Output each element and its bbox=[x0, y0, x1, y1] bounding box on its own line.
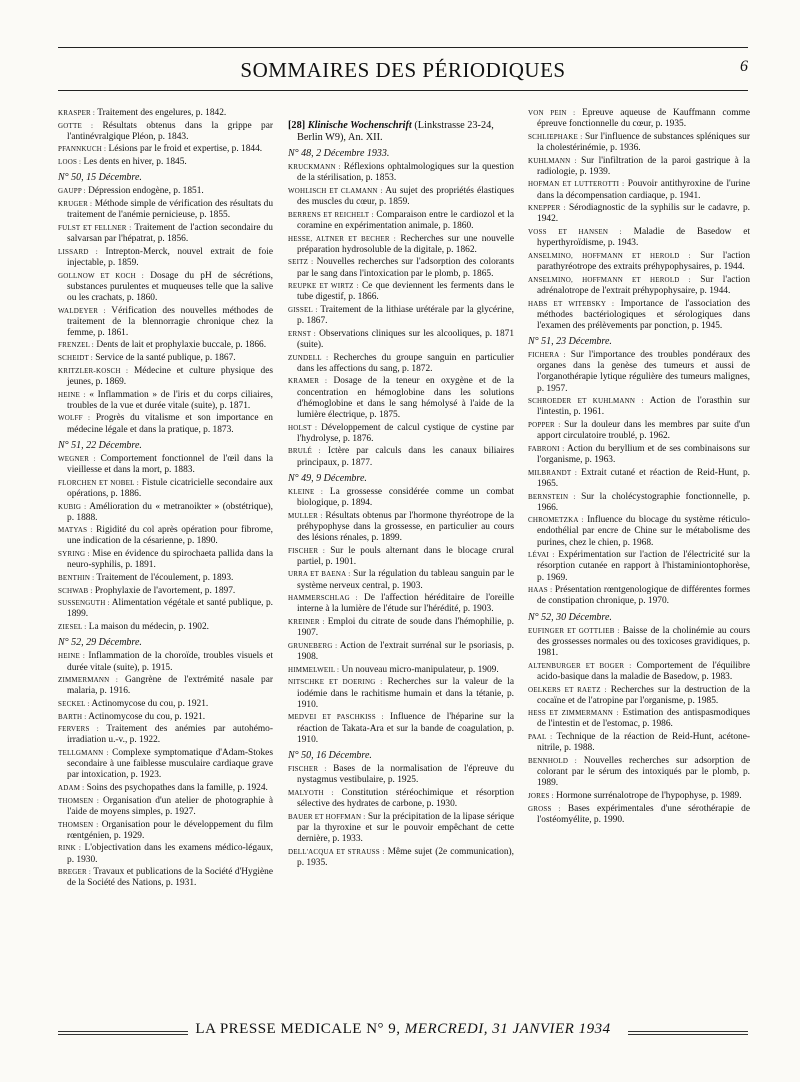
entry-authors: SCHWAB : bbox=[58, 586, 93, 595]
entry-title: Au sujet des propriétés élastiques des muscles du cœur, p. 1859. bbox=[297, 185, 514, 208]
article-entry bbox=[288, 234, 514, 256]
entry-title: La grossesse considérée comme un combat biologique, p. 1894. bbox=[297, 486, 515, 509]
entry-title: Dosage de la teneur en oxygène et de la concentration en hémoglobine dans les solutions d'hémoglobine et dans le sang hémolysé à l'aide de la lumière électrique, p. 1875. bbox=[297, 376, 514, 420]
entry-authors: KUHLMANN : bbox=[528, 156, 577, 165]
article-entry bbox=[58, 390, 273, 412]
entry-title: Comparaison entre le cardiozol et la coramine en expérimentation animale, p. 1860. bbox=[297, 209, 515, 231]
entry-title: Développement de calcul cystique de cystine par l'hydrolyse, p. 1876. bbox=[297, 422, 514, 444]
entry-authors: KRAMER : bbox=[288, 377, 328, 386]
article-entry bbox=[288, 423, 514, 445]
article-entry bbox=[528, 708, 750, 730]
article-entry bbox=[288, 281, 514, 303]
entry-title: Réflexions ophtalmologiques sur la question de la stérilisation, p. 1853. bbox=[297, 162, 514, 184]
entry-authors: RINK : bbox=[58, 844, 82, 853]
article-entry bbox=[288, 677, 514, 710]
entry-title: Service de la santé publique, p. 1867. bbox=[95, 353, 236, 364]
article-entry bbox=[528, 251, 750, 273]
entry-title: Sérodiagnostic de la syphilis sur le cadavre, p. 1942. bbox=[537, 203, 750, 225]
article-entry bbox=[288, 376, 514, 421]
entry-authors: URRA ET BAENA : bbox=[288, 570, 351, 579]
entry-title: Emploi du citrate de soude dans l'hémophilie, p. 1907. bbox=[297, 617, 515, 639]
entry-authors: NITSCHKE ET DOERING : bbox=[288, 678, 383, 687]
article-entry bbox=[58, 724, 273, 746]
article-entry bbox=[528, 132, 750, 154]
entry-title: Estimation des antispasmodiques de l'intestin et de l'estomac, p. 1986. bbox=[537, 708, 750, 730]
entry-title: Dents de lait et prophylaxie buccale, p. 1866. bbox=[96, 340, 267, 351]
entry-authors: HEINE : bbox=[58, 652, 86, 661]
entry-authors: HEINE : bbox=[58, 390, 86, 399]
entry-authors: WOLFF : bbox=[58, 414, 91, 423]
entry-authors: FERVERS : bbox=[58, 725, 99, 734]
entry-authors: WEGNER : bbox=[58, 454, 96, 463]
entry-authors: GOTTE : bbox=[58, 121, 94, 130]
article-entry bbox=[528, 626, 750, 659]
entry-authors: GROSS : bbox=[528, 804, 561, 813]
entry-title: Comportement de l'équilibre acido-basique dans la maladie de Basedow, p. 1983. bbox=[537, 660, 750, 682]
entry-authors: BRULÉ : bbox=[288, 447, 321, 456]
entry-authors: KRITZLER-KOSCH : bbox=[58, 366, 129, 375]
entry-title: Nouvelles recherches sur l'adsorption des colorants par le sang dans l'intoxication par le plomb, p. 1865. bbox=[297, 257, 514, 279]
article-entry bbox=[58, 121, 273, 143]
article-entry bbox=[288, 446, 514, 468]
column-left bbox=[58, 108, 273, 891]
entry-title: Alimentation végétale et santé publique, p. 1899. bbox=[67, 598, 273, 620]
entry-authors: ZIMMERMANN : bbox=[58, 676, 119, 685]
entry-title: Un nouveau micro-manipulateur, p. 1909. bbox=[341, 664, 499, 675]
article-entry bbox=[58, 366, 273, 388]
article-entry bbox=[58, 525, 273, 547]
entry-title: Dosage du pH de sécrétions, substances purulentes et muqueuses telle que la salive ou les crachats, p. 1860. bbox=[67, 270, 274, 303]
entry-authors: REUPKE ET WIRTZ : bbox=[288, 282, 359, 291]
entry-title: Fistule cicatricielle secondaire aux opérations, p. 1886. bbox=[67, 477, 273, 499]
article-entry bbox=[288, 186, 514, 208]
entry-title: Action de l'orasthin sur l'intestin, p. 1961. bbox=[537, 396, 751, 418]
entry-title: Action de l'extrait surrénal sur le psoriasis, p. 1908. bbox=[297, 640, 514, 663]
article-entry bbox=[58, 223, 273, 245]
entry-title: De l'affection héréditaire de l'oreille interne à la lumière de l'étude sur l'hérédité, p. 1903. bbox=[297, 593, 514, 615]
article-entry bbox=[288, 329, 514, 351]
article-entry bbox=[58, 699, 273, 710]
entry-title: Même sujet (2e communication), p. 1935. bbox=[297, 846, 514, 868]
article-entry bbox=[58, 622, 273, 633]
article-entry bbox=[58, 108, 273, 119]
article-entry bbox=[58, 796, 273, 818]
entry-title: Actinomycose du cou, p. 1921. bbox=[88, 711, 206, 722]
entry-title: Organisation pour le développement du film rœntgénien, p. 1929. bbox=[67, 819, 273, 841]
issue-heading: N° 51, 22 Décembre. bbox=[58, 439, 142, 451]
article-entry bbox=[288, 257, 514, 279]
entry-authors: KREINER : bbox=[288, 618, 325, 627]
entry-authors: SEITZ : bbox=[288, 258, 314, 267]
entry-title: Ictère par calculs dans les canaux biliaires principaux, p. 1877. bbox=[297, 446, 514, 468]
entry-title: Sur la douleur dans les membres par suite d'un apport circulatoire troublé, p. 1962. bbox=[537, 420, 750, 442]
entry-authors: BAUER ET HOFFMAN : bbox=[288, 812, 366, 821]
entry-authors: THOMSEN : bbox=[58, 820, 99, 829]
entry-title: Hormone surrénalotrope de l'hypophyse, p. 1989. bbox=[556, 790, 742, 801]
entry-title: Constitution stéréochimique et résorption sélective des hydrates de carbone, p. 1930. bbox=[297, 787, 515, 809]
entry-title: Expérimentation sur l'action de l'électricité sur la résorption cutanée en rapport à l'histaminiontophorèse, p. 1969. bbox=[537, 550, 751, 583]
entry-authors: MILBRANDT : bbox=[528, 468, 578, 477]
entry-title: Traitement des anémies par autohémo-irradiation u.-v., p. 1922. bbox=[67, 724, 273, 746]
article-entry bbox=[288, 353, 514, 375]
entry-authors: KLEINE : bbox=[288, 487, 324, 496]
entry-authors: HOFMAN ET LUTTEROTTI : bbox=[528, 180, 625, 189]
entry-authors: HOLST : bbox=[288, 423, 318, 432]
entry-authors: GOLLNOW ET KOCH : bbox=[58, 271, 144, 280]
entry-title: Influence de l'héparine sur la réaction de Takata-Ara et sur la bande de coagulation, p. 1910. bbox=[297, 712, 514, 745]
entry-title: Sur l'importance des troubles pondéraux des organes dans la genèse des tumeurs et aussi de l'organothérapie lytique régulière des tumeurs malignes, p. 1957. bbox=[537, 350, 750, 394]
article-entry bbox=[58, 651, 273, 673]
entry-authors: KRUGER : bbox=[58, 200, 93, 209]
entry-authors: BENNHOLD : bbox=[528, 756, 577, 765]
entry-authors: VOSS ET HANSEN : bbox=[528, 228, 622, 237]
header-rule bbox=[58, 90, 748, 91]
article-entry bbox=[288, 511, 514, 544]
journal-number: [28] bbox=[288, 120, 306, 131]
entry-authors: MALYOTH : bbox=[288, 788, 334, 797]
journal-name: Klinische Wochenschrift bbox=[307, 120, 412, 131]
article-entry bbox=[528, 299, 750, 332]
article-entry bbox=[528, 275, 750, 297]
entry-title: Ce que deviennent les ferments dans le tube digestif, p. 1866. bbox=[297, 281, 514, 303]
page-number: 6 bbox=[740, 58, 748, 75]
article-entry bbox=[288, 569, 514, 591]
entry-title: L'objectivation dans les examens médico-légaux, p. 1930. bbox=[67, 843, 273, 865]
article-entry bbox=[58, 340, 273, 351]
entry-title: Sur l'action parathyréotrope des extraits préhypophysaires, p. 1944. bbox=[537, 250, 751, 273]
article-entry bbox=[58, 157, 273, 168]
entry-title: Traitement des engelures, p. 1842. bbox=[97, 108, 227, 118]
article-entry bbox=[528, 756, 750, 789]
entry-authors: PAAL : bbox=[528, 733, 553, 742]
article-entry bbox=[288, 665, 514, 676]
issue-heading: N° 51, 23 Décembre. bbox=[528, 335, 612, 347]
footer-date: MERCREDI, 31 JANVIER 1934 bbox=[404, 1021, 611, 1037]
entry-authors: HABS ET WITEBSKY : bbox=[528, 299, 615, 308]
article-entry bbox=[58, 353, 273, 364]
article-entry bbox=[528, 515, 750, 548]
article-entry bbox=[288, 210, 514, 232]
article-entry bbox=[288, 812, 514, 845]
entry-authors: DELL'ACQUA ET STRAUSS : bbox=[288, 847, 385, 856]
entry-title: Sur la précipitation de la lipase sérique par la thyroxine et sur le pouvoir empêchant de cette dernière, p. 1933. bbox=[297, 811, 514, 844]
entry-title: Rigidité du col après opération pour fibrome, une indication de la césarienne, p. 1890. bbox=[67, 525, 273, 547]
entry-authors: WALDEYER : bbox=[58, 306, 106, 315]
article-entry bbox=[58, 598, 273, 620]
entry-authors: FULST ET FELLNER : bbox=[58, 223, 132, 232]
entry-title: Traitement de l'action secondaire du salvarsan par l'hépatrat, p. 1856. bbox=[67, 222, 273, 245]
entry-title: Progrès du vitalisme et son importance en médecine légale et dans la pratique, p. 1873. bbox=[67, 413, 273, 435]
article-entry bbox=[288, 593, 514, 615]
column-middle bbox=[288, 108, 514, 870]
footer-journal: LA PRESSE MEDICALE bbox=[195, 1021, 362, 1037]
article-entry bbox=[58, 306, 273, 339]
article-entry bbox=[58, 843, 273, 865]
entry-authors: MATYAS : bbox=[58, 526, 93, 535]
entry-authors: CHROMETZKA : bbox=[528, 516, 584, 525]
article-entry bbox=[288, 788, 514, 810]
entry-authors: OELKERS ET RAETZ : bbox=[528, 685, 607, 694]
article-entry bbox=[58, 247, 273, 269]
top-rule bbox=[58, 47, 748, 48]
entry-title: Présentation rœntgenologique de différentes formes de constipation chronique, p. 1970. bbox=[537, 585, 750, 607]
page-title: SOMMAIRES DES PÉRIODIQUES bbox=[240, 58, 566, 82]
entry-title: Actinomycose du cou, p. 1921. bbox=[91, 699, 209, 709]
entry-title: Résultats obtenus dans la grippe par l'antinévralgique Pléon, p. 1843. bbox=[67, 120, 273, 142]
article-entry bbox=[58, 712, 273, 723]
entry-title: Importance de l'association des méthodes bactériologiques et sérologiques dans l'examen des prélèvements par ponction, p. 1945. bbox=[537, 298, 751, 331]
entry-authors: SCHLIEPHAKE : bbox=[528, 132, 583, 141]
article-entry bbox=[58, 867, 273, 889]
issue-heading: N° 50, 16 Décembre. bbox=[288, 749, 372, 761]
entry-title: Comportement fonctionnel de l'œil dans la vieillesse et dans la mort, p. 1883. bbox=[67, 453, 274, 476]
entry-authors: KUBIG : bbox=[58, 502, 87, 511]
entry-title: Pouvoir antithyroxine de l'urine dans la décompensation cardiaque, p. 1941. bbox=[537, 179, 751, 201]
entry-title: Bases de la normalisation de l'épreuve du nystagmus vestibulaire, p. 1925. bbox=[297, 763, 515, 786]
article-entry bbox=[528, 492, 750, 514]
entry-title: Extrait cutané et réaction de Reid-Hunt, p. 1965. bbox=[537, 467, 750, 489]
entry-authors: EUFINGER ET GOTTLIEB : bbox=[528, 626, 620, 635]
article-entry bbox=[288, 764, 514, 786]
entry-authors: TELLGMANN : bbox=[58, 749, 109, 758]
entry-title: Sur l'influence de substances spléniques sur la cholestérinémie, p. 1936. bbox=[537, 131, 750, 153]
article-entry bbox=[288, 847, 514, 869]
footer-rule-right bbox=[628, 1031, 748, 1032]
entry-authors: BREGER : bbox=[58, 868, 92, 877]
article-entry bbox=[288, 305, 514, 327]
issue-heading: N° 49, 9 Décembre. bbox=[288, 472, 367, 484]
article-entry bbox=[528, 203, 750, 225]
entry-title: Vérification des nouvelles méthodes de traitement de la blennorragie chronique chez la femme, p. 1861. bbox=[67, 305, 273, 338]
entry-authors: FABRONI : bbox=[528, 444, 565, 453]
entry-title: Gangrène de l'extrémité nasale par malaria, p. 1916. bbox=[67, 675, 274, 697]
article-entry bbox=[528, 685, 750, 707]
article-entry bbox=[58, 454, 273, 476]
entry-authors: BERRENS ET REICHELT : bbox=[288, 210, 374, 219]
article-entry bbox=[58, 549, 273, 571]
entry-title: Intrepton-Merck, nouvel extrait de foie injectable, p. 1859. bbox=[67, 246, 274, 268]
page-footer bbox=[58, 1021, 748, 1041]
entry-title: Bases expérimentales d'une sérothérapie de l'ostéomyélite, p. 1990. bbox=[537, 803, 751, 825]
entry-title: Méthode simple de vérification des résultats du traitement de l'anémie pernicieuse, p. 1855. bbox=[67, 199, 274, 221]
entry-title: Baisse de la cholinémie au cours des grossesses normales ou des toxicoses gravidiques, p. 1981. bbox=[537, 625, 751, 659]
entry-title: Action du beryllium et de ses combinaisons sur l'organisme, p. 1963. bbox=[537, 443, 751, 466]
entry-authors: HAAS : bbox=[528, 586, 553, 595]
article-entry bbox=[58, 186, 273, 197]
entry-title: Sur le pouls alternant dans le blocage crural partiel, p. 1901. bbox=[297, 545, 515, 567]
entry-title: Résultats obtenus par l'hormone thyréotrope de la préhypophyse dans la grossesse, en particulier au cours des lésions rénales, p. 1899. bbox=[297, 510, 514, 543]
entry-authors: BARTH : bbox=[58, 712, 87, 721]
entry-title: Recherches sur la destruction de la cocaïne et de l'atropine par l'organisme, p. 1985. bbox=[537, 684, 750, 706]
entry-authors: ADAM : bbox=[58, 784, 85, 793]
journal-heading bbox=[288, 120, 514, 144]
article-entry bbox=[58, 271, 273, 304]
article-entry bbox=[288, 617, 514, 639]
article-entry bbox=[58, 675, 273, 697]
article-entry bbox=[528, 179, 750, 201]
article-entry bbox=[528, 468, 750, 490]
article-entry bbox=[58, 144, 273, 155]
entry-title: « Inflammation » de l'iris et du corps ciliaires, troubles de la vue et durée vitale (suite), p. 1871. bbox=[67, 389, 274, 411]
entry-authors: HESSE, ALTNER ET BECHER : bbox=[288, 234, 396, 243]
article-entry bbox=[58, 748, 273, 781]
entry-authors: ANSELMINO, HOFFMANN ET HEROLD : bbox=[528, 275, 691, 284]
entry-authors: GISSEL : bbox=[288, 306, 318, 315]
entry-authors: FRENZEL : bbox=[58, 341, 94, 350]
article-entry bbox=[528, 420, 750, 442]
column-right bbox=[528, 108, 750, 827]
entry-authors: FISCHER : bbox=[288, 546, 326, 555]
entry-authors: LISSARD : bbox=[58, 247, 98, 256]
entry-title: Recherches sur la valeur de la iodémie dans le rachitisme humain et dans la tétanie, p. 1910. bbox=[297, 677, 514, 710]
entry-authors: ALTENBURGER ET BOGER : bbox=[528, 661, 632, 670]
entry-authors: BENTHIN : bbox=[58, 573, 95, 582]
entry-title: La maison du médecin, p. 1902. bbox=[88, 622, 210, 633]
entry-title: Sur la régulation du tableau sanguin par le système nerveux central, p. 1903. bbox=[297, 569, 515, 591]
entry-title: Recherches sur une nouvelle préparation hydrosoluble de la digitale, p. 1862. bbox=[297, 233, 514, 255]
entry-title: Traitement de l'écoulement, p. 1893. bbox=[96, 572, 234, 583]
entry-title: Epreuve aqueuse de Kauffmann comme épreuve fonctionnelle du cœur, p. 1935. bbox=[537, 108, 750, 130]
entry-authors: WOHLISCH ET CLAMANN : bbox=[288, 186, 383, 195]
article-entry bbox=[528, 550, 750, 583]
issue-heading: N° 52, 30 Décembre. bbox=[528, 611, 612, 623]
entry-authors: ANSELMINO, HOFFMANN ET HEROLD : bbox=[528, 251, 691, 260]
entry-title: Prophylaxie de l'avortement, p. 1897. bbox=[94, 585, 236, 596]
entry-authors: SYRING : bbox=[58, 550, 90, 559]
issue-heading: N° 50, 15 Décembre. bbox=[58, 172, 142, 184]
entry-authors: ZUNDELL : bbox=[288, 353, 329, 362]
article-entry bbox=[528, 804, 750, 826]
entry-title: Les dents en hiver, p. 1845. bbox=[83, 157, 187, 168]
entry-title: Inflammation de la choroïde, troubles visuels et durée vitale (suite), p. 1915. bbox=[67, 651, 274, 673]
entry-title: Travaux et publications de la Société d'Hygiène de la Société des Nations, p. 1931. bbox=[67, 867, 274, 889]
article-entry bbox=[58, 502, 273, 524]
entry-authors: KRASPER : bbox=[58, 109, 96, 117]
article-entry bbox=[528, 732, 750, 754]
journal-address: (Linkstrasse 23-24, Berlin W9), An. XII. bbox=[297, 120, 494, 143]
entry-authors: POPPER : bbox=[528, 421, 561, 430]
entry-title: Dépression endogène, p. 1851. bbox=[88, 186, 204, 197]
entry-title: Lésions par le froid et expertise, p. 1844. bbox=[108, 144, 263, 155]
article-entry bbox=[528, 396, 750, 418]
entry-authors: FISCHER : bbox=[288, 764, 327, 773]
entry-authors: GAUPP : bbox=[58, 187, 86, 196]
entry-authors: MEDVEI ET PASCHKISS : bbox=[288, 713, 384, 722]
entry-title: Médecine et culture physique des jeunes, p. 1869. bbox=[67, 365, 274, 387]
entry-title: Traitement de la lithiase urétérale par la glycérine, p. 1867. bbox=[297, 305, 514, 327]
entry-title: Amélioration du « metranoikter » (obstétrique), p. 1888. bbox=[67, 501, 273, 523]
entry-title: Observations cliniques sur les alcooliques, p. 1871 (suite). bbox=[297, 328, 515, 350]
issue-heading: N° 48, 2 Décembre 1933. bbox=[288, 148, 390, 159]
issue-heading: N° 52, 29 Décembre. bbox=[58, 637, 142, 649]
entry-title: Mise en évidence du spirochaeta pallida dans la neuro-syphilis, p. 1891. bbox=[67, 549, 274, 571]
entry-authors: KNEPPER : bbox=[528, 204, 566, 213]
entry-authors: BERNSTEIN : bbox=[528, 492, 576, 501]
entry-authors: SECKEL : bbox=[58, 700, 90, 708]
article-entry bbox=[58, 199, 273, 221]
entry-authors: SUSSENGUTH : bbox=[58, 599, 110, 608]
entry-authors: LÉVAI : bbox=[528, 551, 555, 560]
entry-title: Sur l'action adrénalotrope de l'extrait préhypophysaire, p. 1944. bbox=[537, 274, 751, 296]
entry-title: Maladie de Basedow et hyperthyroïdisme, p. 1943. bbox=[537, 227, 751, 249]
article-entry bbox=[288, 641, 514, 663]
article-entry bbox=[528, 585, 750, 607]
entry-authors: JORES : bbox=[528, 791, 554, 800]
article-entry bbox=[58, 478, 273, 500]
article-entry bbox=[528, 444, 750, 466]
article-entry bbox=[528, 108, 750, 130]
article-entry bbox=[58, 820, 273, 842]
article-entry bbox=[528, 227, 750, 249]
entry-title: Organisation d'un atelier de photographie à l'aide de moyens simples, p. 1927. bbox=[67, 795, 273, 817]
article-entry bbox=[288, 162, 514, 184]
entry-authors: FLORCHEN ET NOBEL : bbox=[58, 478, 139, 487]
article-entry bbox=[58, 413, 273, 435]
article-entry bbox=[58, 586, 273, 597]
entry-title: Sur l'infiltration de la paroi gastrique à la radiologie, p. 1939. bbox=[537, 155, 750, 177]
entry-authors: SCHEIDT : bbox=[58, 354, 93, 363]
entry-title: Influence du blocage du système réticulo-endothélial par encre de Chine sur le métabolisme des purines, chez le chien, p. 1968. bbox=[537, 515, 750, 548]
entry-authors: HIMMELWEIL : bbox=[288, 665, 340, 674]
entry-title: Sur la cholécystographie fonctionnelle, p. 1966. bbox=[537, 491, 751, 513]
article-entry bbox=[288, 546, 514, 568]
entry-authors: HAMMERSCHLAG : bbox=[288, 594, 358, 603]
entry-authors: LOOS : bbox=[58, 158, 82, 167]
entry-title: Soins des psychopathes dans la famille, p. 1924. bbox=[86, 783, 268, 794]
footer-text bbox=[58, 1021, 748, 1038]
article-entry bbox=[58, 783, 273, 794]
entry-authors: SCHROEDER ET KUHLMANN : bbox=[528, 397, 644, 406]
article-entry bbox=[528, 791, 750, 802]
entry-authors: MULLER : bbox=[288, 511, 323, 520]
footer-issue: N° 9, bbox=[366, 1021, 401, 1037]
entry-title: Complexe symptomatique d'Adam-Stokes secondaire à une faiblesse musculaire cardiaque grave par intoxication, p. 1923. bbox=[67, 748, 273, 781]
page-header bbox=[58, 58, 748, 88]
entry-authors: ZIESEL : bbox=[58, 623, 87, 632]
article-entry bbox=[528, 350, 750, 395]
entry-authors: VON PEIN : bbox=[528, 109, 576, 117]
article-entry bbox=[288, 487, 514, 509]
entry-authors: THOMSEN : bbox=[58, 796, 99, 805]
entry-authors: PFANNKUCH : bbox=[58, 145, 107, 154]
entry-authors: HESS ET ZIMMERMANN : bbox=[528, 709, 619, 718]
article-entry bbox=[528, 156, 750, 178]
article-entry bbox=[288, 712, 514, 745]
entry-authors: ERNST : bbox=[288, 329, 316, 338]
entry-title: Nouvelles recherches sur adsorption de colorant par le sérum des intoxiqués par le plomb, p. 1989. bbox=[537, 755, 750, 789]
entry-authors: FICHERA : bbox=[528, 351, 566, 360]
entry-title: Technique de la réaction de Reid-Hunt, acétone-nitrile, p. 1988. bbox=[537, 732, 750, 754]
entry-authors: KRUCKMANN : bbox=[288, 163, 341, 172]
article-entry bbox=[58, 573, 273, 584]
entry-title: Recherches du groupe sanguin en particulier dans les affections du sang, p. 1872. bbox=[297, 352, 515, 374]
article-entry bbox=[528, 661, 750, 683]
entry-authors: GRUNEBERG : bbox=[288, 641, 338, 650]
